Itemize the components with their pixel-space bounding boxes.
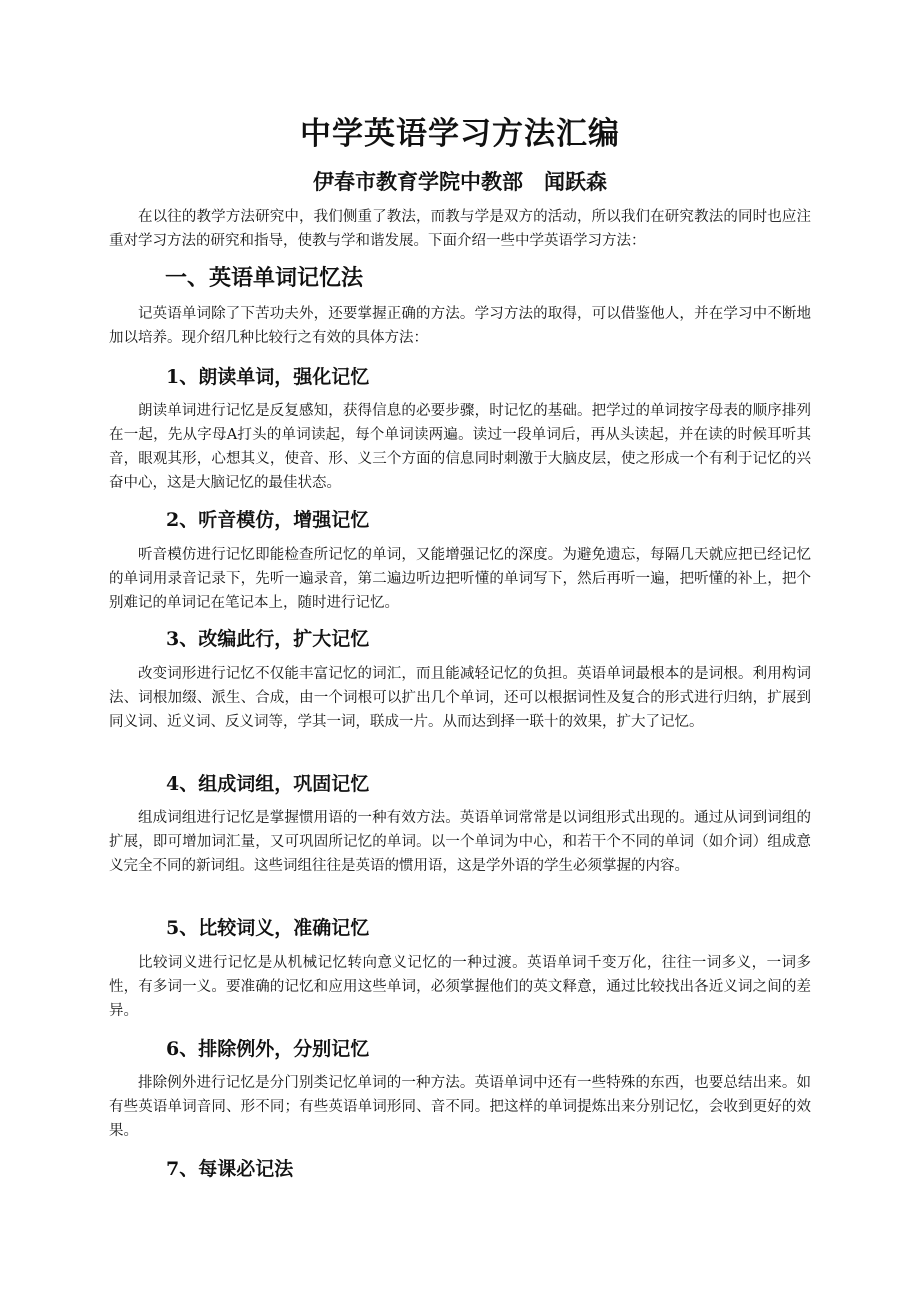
method-paragraph-3: 改变词形进行记忆不仅能丰富记忆的词汇，而且能减轻记忆的负担。英语单词最根本的是词根。利用构词法、词根加缀、派生、合成，由一个词根可以扩出几个单词，还可以根据词性及复合的形式进行归纳，扩展到同义词、近义词、反义词等，学其一词，联成一片。从而达到择一联十的效果，扩大了记忆。: [109, 666, 811, 730]
method-paragraph-6: 排除例外进行记忆是分门别类记忆单词的一种方法。英语单词中还有一些特殊的东西，也要总结出来。如有些英语单词音同、形不同；有些英语单词形同、音不同。把这样的单词提炼出来分别记忆，会收到更好的效果。: [109, 1075, 811, 1139]
method-heading-4: 4、组成词组，巩固记忆: [166, 773, 370, 795]
method-heading-1: 1、朗读单词，强化记忆: [166, 366, 370, 388]
method-paragraph-1: 朗读单词进行记忆是反复感知，获得信息的必要步骤，时记忆的基础。把学过的单词按字母表的顺序排列在一起，先从字母A打头的单词读起，每个单词读两遍。读过一段单词后，再从头读起，并在读的时候耳听其音，眼观其形，心想其义，使音、形、义三个方面的信息同时刺激于大脑皮层，使之形成一个有利于记忆的兴奋中心，这是大脑记忆的最佳状态。: [109, 403, 811, 491]
intro-paragraph: 在以往的教学方法研究中，我们侧重了教法，而教与学是双方的活动，所以我们在研究教法的同时也应注重对学习方法的研究和指导，使教与学和谐发展。下面介绍一些中学英语学习方法：: [109, 209, 811, 249]
author-line: 伊春市教育学院中教部 闻跃森: [313, 169, 607, 194]
method-heading-6: 6、排除例外，分别记忆: [166, 1038, 370, 1060]
method-paragraph-5: 比较词义进行记忆是从机械记忆转向意义记忆的一种过渡。英语单词千变万化，往往一词多义，一词多性，有多词一义。要准确的记忆和应用这些单词，必须掌握他们的英文释意，通过比较找出各近义词之间的差异。: [109, 955, 811, 1019]
method-heading-7: 7、每课必记法: [166, 1158, 294, 1180]
method-paragraph-2: 听音模仿进行记忆即能检查所记忆的单词，又能增强记忆的深度。为避免遗忘，每隔几天就应把已经记忆的单词用录音记录下，先听一遍录音，第二遍边听边把听懂的单词写下，然后再听一遍，把听懂的补上，把个别难记的单词记在笔记本上，随时进行记忆。: [109, 547, 811, 611]
section-heading-word-memory: 一、英语单词记忆法: [165, 265, 364, 291]
section-intro-paragraph: 记英语单词除了下苦功夫外，还要掌握正确的方法。学习方法的取得，可以借鉴他人，并在学习中不断地加以培养。现介绍几种比较行之有效的具体方法：: [109, 306, 811, 346]
document-title: 中学英语学习方法汇编: [300, 116, 620, 152]
method-paragraph-4: 组成词组进行记忆是掌握惯用语的一种有效方法。英语单词常常是以词组形式出现的。通过从词到词组的扩展，即可增加词汇量，又可巩固所记忆的单词。以一个单词为中心，和若干个不同的单词（如介词）组成意义完全不同的新词组。这些词组往往是英语的惯用语，这是学外语的学生必须掌握的内容。: [109, 810, 811, 874]
method-heading-5: 5、比较词义，准确记忆: [166, 917, 370, 939]
method-heading-2: 2、听音模仿，增强记忆: [166, 509, 370, 531]
method-heading-3: 3、改编此行，扩大记忆: [166, 628, 370, 650]
